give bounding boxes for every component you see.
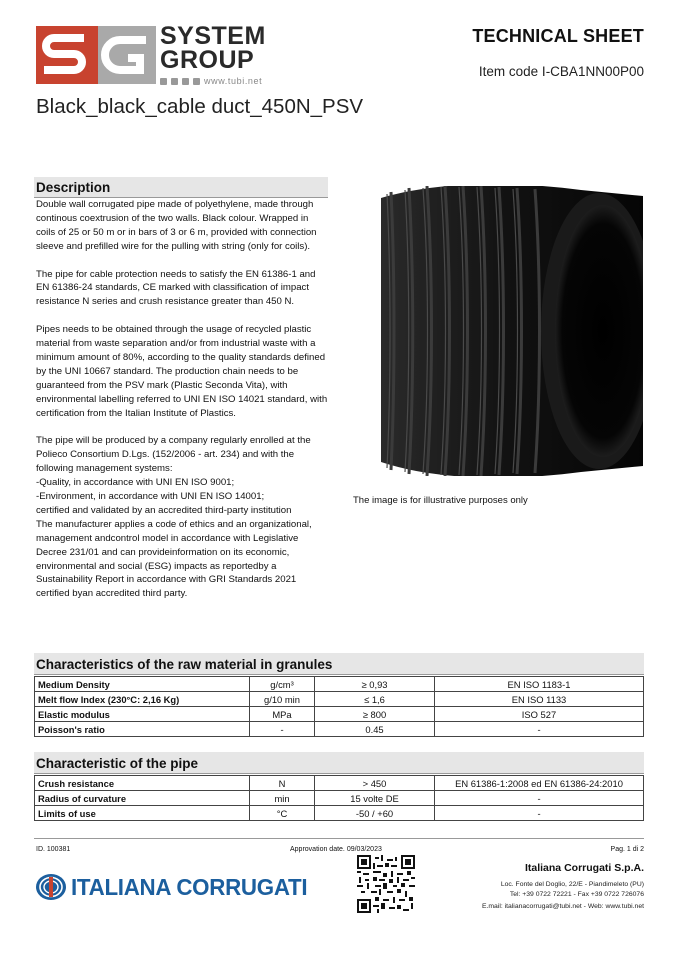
- property-standard: ISO 527: [435, 707, 644, 722]
- property-unit: N: [250, 776, 315, 791]
- property-value: ≥ 800: [315, 707, 435, 722]
- property-standard: EN ISO 1133: [435, 692, 644, 707]
- property-value: -50 / +60: [315, 806, 435, 821]
- brand-line-1: SYSTEM: [160, 22, 266, 50]
- company-address: Loc. Fonte del Doglio, 22/E - Piandimeleto (PU): [500, 881, 644, 888]
- table-row: [35, 791, 644, 806]
- table-row: [35, 776, 644, 791]
- brand-url: www.tubi.net: [204, 76, 263, 86]
- linkedin-icon: [193, 78, 200, 85]
- company-name: Italiana Corrugati S.p.A.: [524, 862, 644, 874]
- property-value: 15 volte DE: [315, 791, 435, 806]
- table-row: [35, 677, 644, 692]
- table-row: [35, 707, 644, 722]
- property-value: ≤ 1,6: [315, 692, 435, 707]
- property-value: > 450: [315, 776, 435, 791]
- property-name: Poisson's ratio: [35, 722, 250, 737]
- description-paragraph-1: Double wall corrugated pipe made of polyethylene, made through continous coextrusion of the two walls. Black colour. Wrapped in coils of 25 or 50 m or in bars of 3 or 6 m, provided with connection sleeve and prefilled wire for the pulling with string (only for coils).: [36, 199, 317, 252]
- instagram-icon: [171, 78, 178, 85]
- property-name: Radius of curvature: [35, 791, 250, 806]
- property-unit: g/cm³: [250, 677, 315, 692]
- ic-brand-text: ITALIANA CORRUGATI: [71, 874, 308, 900]
- description-heading: Description: [34, 177, 328, 198]
- item-code: Item code I-CBA1NN00P00: [478, 64, 644, 79]
- property-standard: -: [435, 722, 644, 737]
- product-title: Black_black_cable duct_450N_PSV: [36, 95, 364, 118]
- document-id: ID. 100381: [36, 846, 71, 853]
- approval-date: Approvation date. 09/03/2023: [290, 846, 382, 853]
- ic-emblem-icon: [35, 873, 67, 901]
- property-unit: min: [250, 791, 315, 806]
- page-number: Pag. 1 di 2: [610, 846, 644, 853]
- property-name: Crush resistance: [35, 776, 250, 791]
- company-contacts: E.mail: italianacorrugati@tubi.net - Web: www.tubi.net: [481, 903, 644, 910]
- brand-line-2: GROUP: [160, 46, 255, 74]
- property-name: Limits of use: [35, 806, 250, 821]
- raw-material-heading: Characteristics of the raw material in granules: [34, 653, 644, 675]
- footer-divider: [34, 838, 644, 839]
- italiana-corrugati-logo: [35, 870, 315, 904]
- property-value: ≥ 0,93: [315, 677, 435, 692]
- pipe-photo: [381, 186, 643, 476]
- property-unit: g/10 min: [250, 692, 315, 707]
- property-standard: -: [435, 806, 644, 821]
- description-body: [36, 198, 330, 601]
- table-row: [35, 806, 644, 821]
- property-value: 0.45: [315, 722, 435, 737]
- pipe-characteristics-heading: Characteristic of the pipe: [34, 752, 644, 774]
- raw-material-table: [34, 676, 644, 737]
- property-name: Elastic modulus: [35, 707, 250, 722]
- description-paragraph-2: The pipe for cable protection needs to satisfy the EN 61386-1 and EN 61386-24 standards, CE marked with classification of impact resistance N series and crush resistance greater than 450 N.: [36, 268, 316, 308]
- property-name: Melt flow Index (230°C: 2,16 Kg): [35, 692, 250, 707]
- pipe-characteristics-table: [34, 775, 644, 821]
- youtube-icon: [182, 78, 189, 85]
- image-caption: The image is for illustrative purposes only: [353, 495, 528, 506]
- property-name: Medium Density: [35, 677, 250, 692]
- property-standard: -: [435, 791, 644, 806]
- doc-type-title: TECHNICAL SHEET: [472, 26, 644, 46]
- brand-social-row: [160, 76, 262, 86]
- description-paragraph-3: Pipes needs to be obtained through the usage of recycled plastic material from waste separation and/or from industrial waste with a minimum amount of 80%, according to the quality standards defined by the UNI 10667 standard. The production chain needs to be guaranteed from the PSV mark (Plastic Seconda Vita), with environmental labelling referred to UNI EN ISO 14021 standard, with certification from the Italian Institute of Plastics.: [36, 324, 328, 419]
- property-unit: -: [250, 722, 315, 737]
- company-phone: Tel: +39 0722 72221 - Fax +39 0722 726076: [509, 891, 644, 898]
- qr-code: [357, 855, 415, 913]
- system-group-logo: [36, 24, 276, 88]
- sg-logo-icon: [36, 26, 156, 84]
- property-unit: MPa: [250, 707, 315, 722]
- description-paragraph-4: The pipe will be produced by a company regularly enrolled at the Polieco Consortium D.Lgs. (152/2006 - art. 234) and with the following management systems: -Quality, in accordance with UNI EN ISO 9001; -Environment, in accordance with UNI EN ISO 14001; certified and validated by an accredited third-party institution The manufacturer applies a code of ethics and an organizational, management andcontrol model in accordance with Legislative Decree 231/01 and can provideinformation on its economic, environmental and social (ESG) impacts as reportedby a Sustainability Report in accordance with GRI Standards 2021 certified byan accredited third party.: [36, 435, 312, 600]
- property-standard: EN 61386-1:2008 ed EN 61386-24:2010: [435, 776, 644, 791]
- table-row: [35, 722, 644, 737]
- property-standard: EN ISO 1183-1: [435, 677, 644, 692]
- facebook-icon: [160, 78, 167, 85]
- table-row: [35, 692, 644, 707]
- property-unit: °C: [250, 806, 315, 821]
